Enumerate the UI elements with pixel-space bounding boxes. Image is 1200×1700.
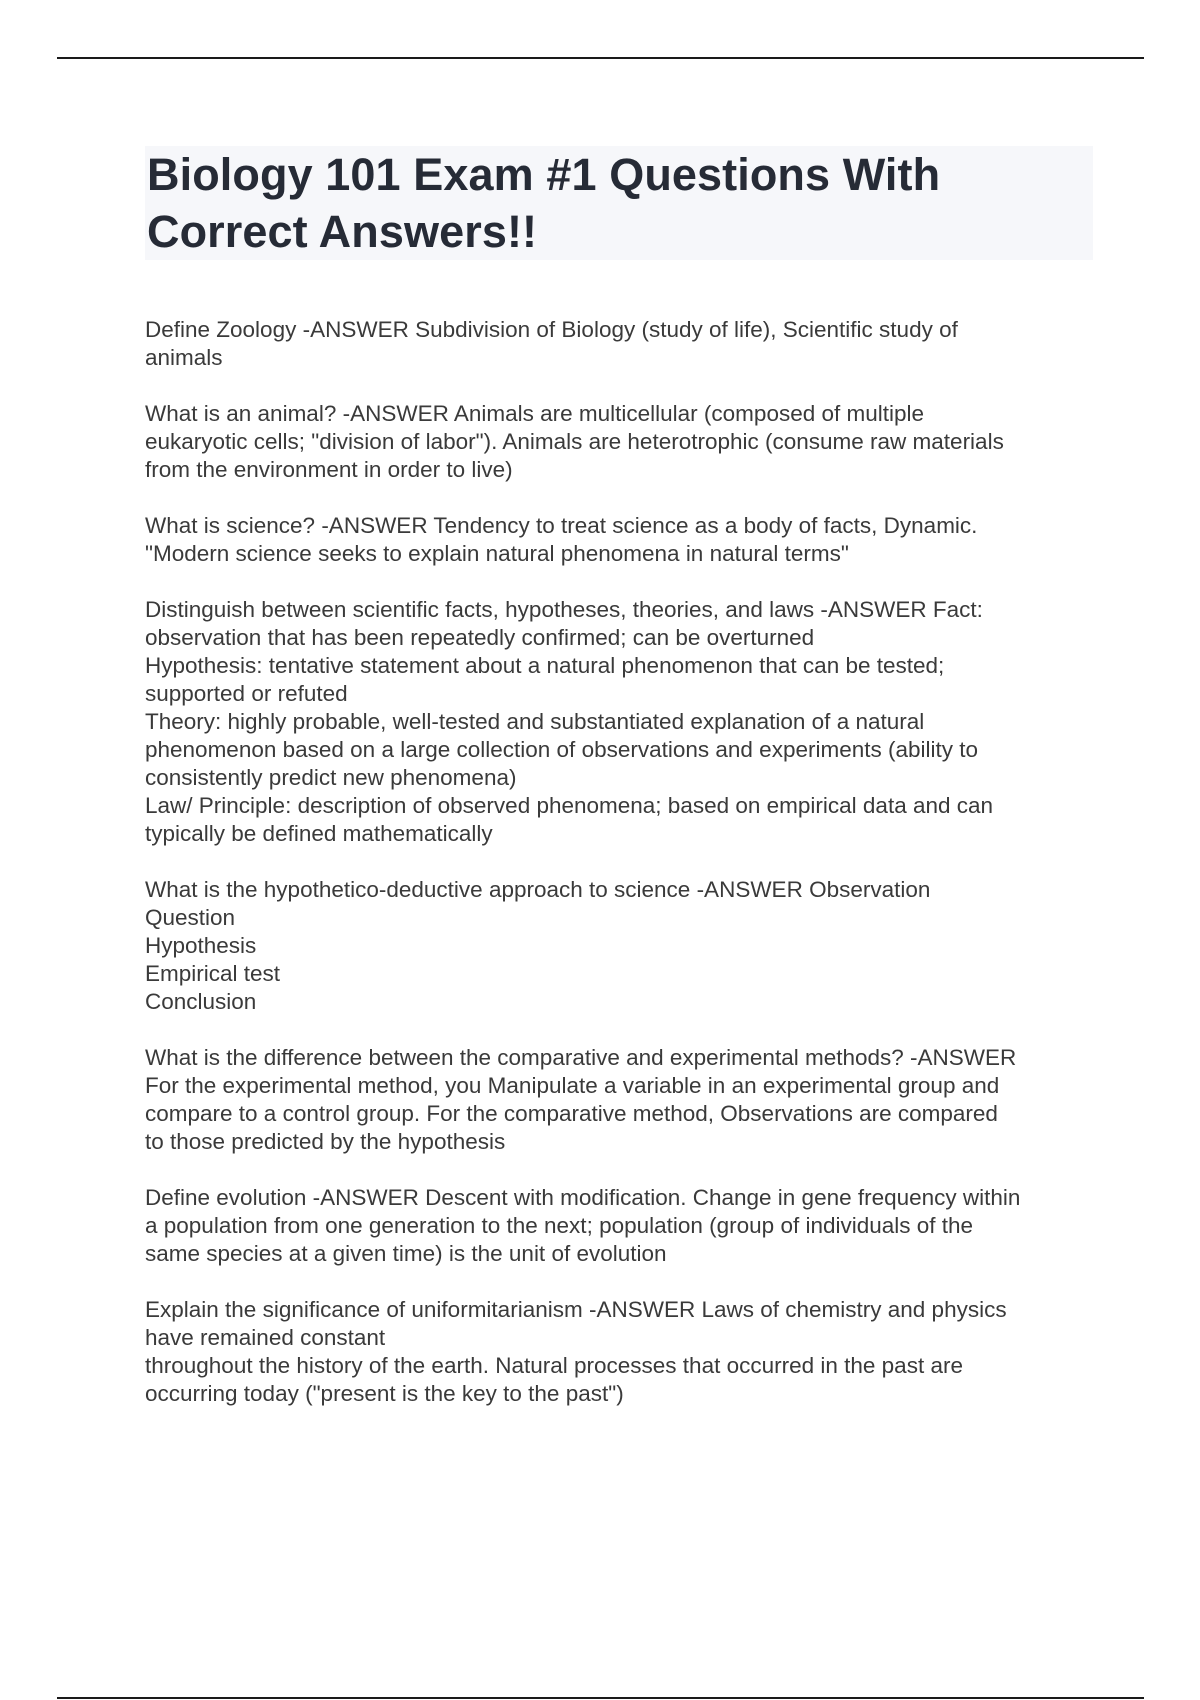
qa-line: Theory: highly probable, well-tested and substantiated explanation of a natural (145, 709, 925, 734)
qa-line: Distinguish between scientific facts, hypotheses, theories, and laws -ANSWER Fact: (145, 597, 983, 622)
qa-line: from the environment in order to live) (145, 457, 513, 482)
qa-line: eukaryotic cells; "division of labor"). Animals are heterotrophic (consume raw materials (145, 429, 1004, 454)
qa-item-science (145, 512, 1091, 568)
qa-line: to those predicted by the hypothesis (145, 1129, 506, 1154)
qa-line: What is the hypothetico-deductive approach to science -ANSWER Observation (145, 877, 931, 902)
qa-line: occurring today ("present is the key to the past") (145, 1381, 624, 1406)
qa-line: same species at a given time) is the unit of evolution (145, 1241, 667, 1266)
qa-line: observation that has been repeatedly confirmed; can be overturned (145, 625, 815, 650)
qa-line: Hypothesis (145, 933, 257, 958)
qa-item-animal (145, 400, 1091, 484)
qa-line: Law/ Principle: description of observed phenomena; based on empirical data and can (145, 793, 994, 818)
qa-item-evolution (145, 1184, 1091, 1268)
qa-line: supported or refuted (145, 681, 348, 706)
qa-item-uniformitarianism (145, 1296, 1091, 1408)
qa-item-hypothetico-deductive (145, 876, 1091, 1016)
qa-line: throughout the history of the earth. Natural processes that occurred in the past are (145, 1353, 963, 1378)
document-title (145, 146, 1093, 260)
qa-line: Empirical test (145, 961, 281, 986)
qa-line: Hypothesis: tentative statement about a natural phenomenon that can be tested; (145, 653, 945, 678)
qa-line: Explain the significance of uniformitarianism -ANSWER Laws of chemistry and physics (145, 1297, 1007, 1322)
title-line-2: Correct Answers!! (147, 206, 538, 257)
qa-line: a population from one generation to the next; population (group of individuals of the (145, 1213, 974, 1238)
qa-line: What is the difference between the comparative and experimental methods? -ANSWER (145, 1045, 1017, 1070)
qa-line: typically be defined mathematically (145, 821, 493, 846)
qa-line: For the experimental method, you Manipulate a variable in an experimental group and (145, 1073, 1000, 1098)
qa-line: consistently predict new phenomena) (145, 765, 517, 790)
qa-line: "Modern science seeks to explain natural phenomena in natural terms" (145, 541, 849, 566)
qa-line: What is an animal? -ANSWER Animals are multicellular (composed of multiple (145, 401, 925, 426)
bottom-rule (57, 1697, 1144, 1699)
title-line-1: Biology 101 Exam #1 Questions With (147, 149, 941, 200)
qa-item-methods (145, 1044, 1091, 1156)
qa-item-facts-theories (145, 596, 1091, 848)
qa-line: What is science? -ANSWER Tendency to treat science as a body of facts, Dynamic. (145, 513, 978, 538)
qa-line: Question (145, 905, 236, 930)
qa-line: compare to a control group. For the comparative method, Observations are compared (145, 1101, 998, 1126)
qa-line: Conclusion (145, 989, 257, 1014)
qa-line: Define Zoology -ANSWER Subdivision of Biology (study of life), Scientific study of (145, 317, 958, 342)
qa-list (145, 316, 1091, 1408)
qa-line: phenomenon based on a large collection of observations and experiments (ability to (145, 737, 979, 762)
qa-line: Define evolution -ANSWER Descent with modification. Change in gene frequency within (145, 1185, 1021, 1210)
top-rule (57, 57, 1144, 59)
qa-line: have remained constant (145, 1325, 386, 1350)
document-body (145, 146, 1091, 1436)
qa-line: animals (145, 345, 223, 370)
qa-item-zoology (145, 316, 1091, 372)
